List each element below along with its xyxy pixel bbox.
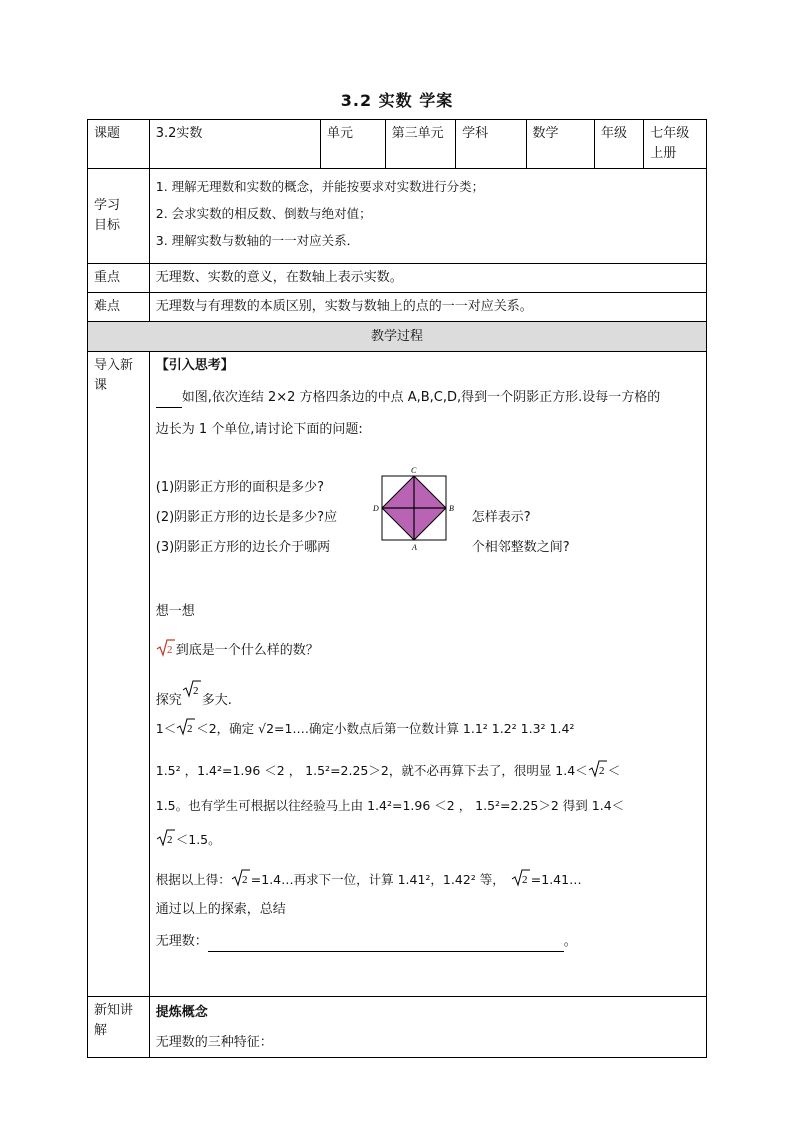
- explore-line-3: 1.5。也有学生可根据以往经验马上由 1.4²=1.96 ＜2 ， 1.5²=2.25＞2 得到 1.4＜: [155, 798, 625, 813]
- intro-row: [88, 352, 707, 997]
- sqrt-icon: [231, 868, 251, 888]
- label-c: C: [410, 466, 417, 475]
- header-row: [88, 120, 707, 169]
- label-b: B: [448, 504, 454, 513]
- subject-label: 学科: [456, 120, 526, 169]
- label-a: A: [411, 543, 417, 552]
- sqrt-icon: [156, 828, 176, 848]
- question-2b: 怎样表示?: [471, 510, 531, 525]
- unit-label: 单元: [320, 120, 385, 169]
- process-header-row: [88, 322, 707, 352]
- summary-line: 通过以上的探索，总结: [155, 902, 286, 917]
- intro-content: [149, 352, 706, 997]
- explore-line-2: 1.5² ，1.4²=1.96 ＜2 ， 1.5²=2.25＞2，就不必再算下去了，很明显 1.4＜ 2 ＜: [156, 759, 620, 781]
- lesson-table: [87, 119, 707, 1058]
- conclusion-line: 根据以上得： 2 =1.4…再求下一位，计算 1.41²，1.42² 等， 2 =1.41…: [156, 868, 582, 890]
- new-knowledge-row: [88, 997, 707, 1058]
- objectives-label: 学习 目标: [88, 169, 150, 264]
- process-title: 教学过程: [88, 322, 707, 352]
- explore-line-1: 1＜ 2 ＜2，确定 √2=1.…确定小数点后第一位数计算 1.1² 1.2² 1.3² 1.4²: [156, 717, 575, 739]
- objectives-list: [149, 169, 706, 264]
- think-heading: 想一想: [155, 604, 195, 619]
- sqrt-icon: [156, 638, 176, 658]
- subject-value: 数学: [526, 120, 595, 169]
- unit-value: 第三单元: [385, 120, 455, 169]
- question-1: (1)阴影正方形的面积是多少?: [155, 480, 325, 495]
- new-knowledge-text: 无理数的三种特征：: [155, 1035, 273, 1050]
- new-knowledge-heading: 提炼概念: [155, 1005, 208, 1020]
- intro-heading: 【引入思考】: [155, 358, 234, 373]
- svg-text:2: 2: [192, 685, 199, 697]
- svg-text:2: 2: [166, 834, 173, 846]
- svg-text:2: 2: [187, 723, 193, 735]
- grade-label: 年级: [595, 120, 644, 169]
- intro-para-2: 边长为 1 个单位,请讨论下面的问题:: [155, 422, 363, 437]
- square-diagram: [360, 464, 460, 556]
- svg-text:2: 2: [521, 874, 528, 886]
- key-point-text: 无理数、实数的意义，在数轴上表示实数。: [149, 264, 706, 293]
- intro-label: 导入新课: [88, 352, 150, 997]
- question-3a: (3)阴影正方形的边长介于哪两: [155, 540, 331, 555]
- svg-text:2: 2: [241, 874, 248, 886]
- new-knowledge-label: 新知讲解: [88, 997, 150, 1058]
- explore-line-4: 2 ＜1.5。: [156, 828, 221, 850]
- key-point-label: 重点: [88, 264, 150, 293]
- difficulty-text: 无理数与有理数的本质区别，实数与数轴上的点的一一对应关系。: [149, 293, 706, 322]
- explore-line: 探究 2 多大.: [156, 678, 232, 711]
- course-label: 课题: [88, 120, 150, 169]
- difficulty-row: [88, 293, 707, 322]
- difficulty-label: 难点: [88, 293, 150, 322]
- grade-value: 七年级 上册: [644, 120, 707, 169]
- sqrt-icon: [176, 717, 196, 737]
- course-value: 3.2实数: [149, 120, 320, 169]
- objective-item: 1. 理解无理数和实数的概念，并能按要求对实数进行分类；: [155, 179, 485, 194]
- sqrt-icon: [511, 868, 531, 888]
- new-knowledge-content: [149, 997, 706, 1058]
- irrational-definition: 无理数： 。: [156, 932, 577, 952]
- intro-para-1: 如图,依次连结 2×2 方格四条边的中点 A,B,C,D,得到一个阴影正方形.设每一方格的: [156, 388, 661, 408]
- fill-blank[interactable]: [208, 935, 564, 952]
- objective-item: 2. 会求实数的相反数、倒数与绝对值；: [155, 206, 372, 221]
- objective-item: 3. 理解实数与数轴的一一对应关系．: [155, 233, 360, 248]
- svg-text:2: 2: [598, 765, 605, 777]
- svg-text:2: 2: [166, 644, 173, 656]
- label-d: D: [372, 504, 379, 513]
- page-title: 3.2 实数 学案: [340, 91, 454, 110]
- question-3b: 个相邻整数之间?: [471, 540, 570, 555]
- key-point-row: [88, 264, 707, 293]
- sqrt-question: 2 到底是一个什么样的数？: [156, 638, 319, 661]
- sqrt-icon: [588, 759, 608, 779]
- objectives-row: [88, 169, 707, 264]
- sqrt-icon: [182, 678, 202, 700]
- question-2a: (2)阴影正方形的边长是多少?应: [155, 510, 338, 525]
